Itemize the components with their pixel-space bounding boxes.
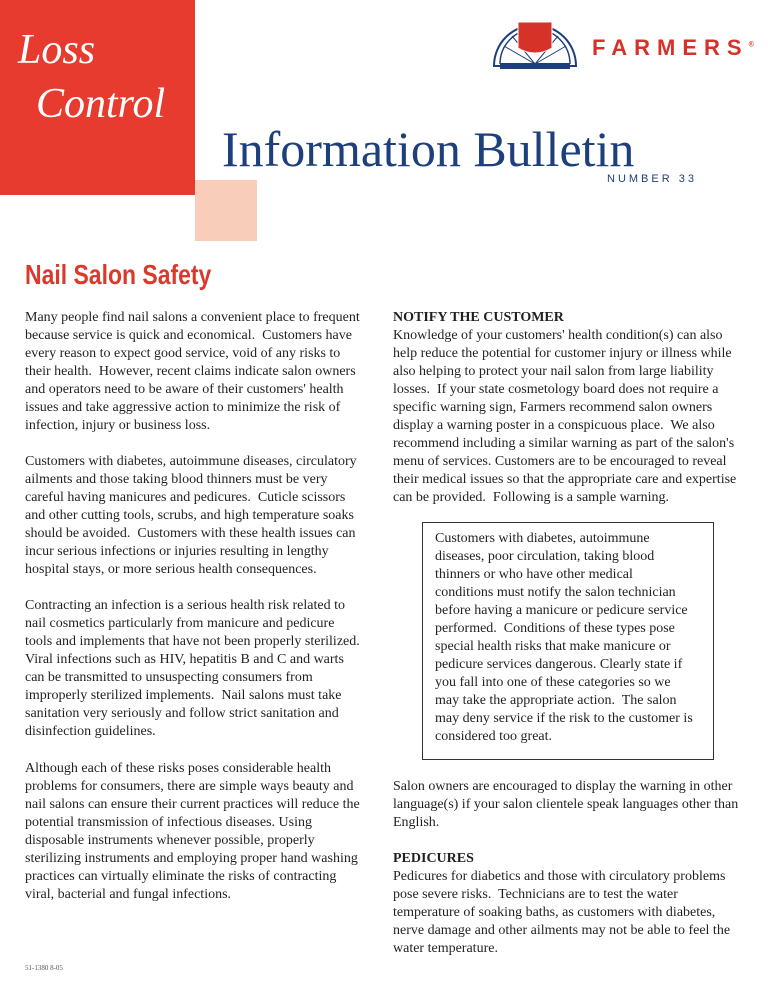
farmers-brand: FARMERS® [592,35,754,60]
section-title: Nail Salon Safety [25,259,212,290]
bulletin-title: Information Bulletin [222,121,635,177]
sample-warning-text: Customers with diabetes, autoimmune diseases, poor circulation, taking blood thinners or who have other medical conditions must notify the salon technician before having a manicure or pedicure service performed. Conditions of these types pose special health risks that make manicure or pedicure services dangerous. Clearly state if you fall into one of these categories so we may take the appropriate action. The salon may deny service if the risk to the customer is considered too great. [435,531,693,744]
language-paragraph: Salon owners are encouraged to display the warning in other language(s) if your salon clientele speak languages other than English. [393,779,739,830]
left-paragraph-4: Although each of these risks poses considerable health problems for consumers, there are simple ways beauty and nail salons can ensure their current practices will reduce the potential transmission of infectious diseases. Using disposable instruments whenever possible, properly sterilizing instruments and employing proper hand washing practices can virtually eliminate the risks of contracting viral, bacterial and fungal infections. [25,761,360,902]
decorative-square [195,180,257,241]
sample-warning-box [422,522,714,760]
loss-control-banner [0,0,195,195]
pedicures-heading: PEDICURES [393,851,474,866]
left-paragraph-2: Customers with diabetes, autoimmune diseases, circulatory ailments and those taking blood thinners must be very careful having manicures and pedicures. Cuticle scissors and other cutting tools, scrubs, and high temperature soaks should be avoided. Customers with these health issues can incur serious infections or injuries resulting in lengthy hospital stays, or more serious health consequences. [25,454,357,577]
control-label: Control [36,81,166,127]
notify-heading: NOTIFY THE CUSTOMER [393,310,564,325]
pedicures-paragraph: Pedicures for diabetics and those with circulatory problems pose severe risks. Technicians are to test the water temperature of soaking baths, as customers with diabetes, nerve damage and other ailments may not be able to feel the water temperature. [393,869,731,956]
farmers-insurance-group-logo [490,18,580,70]
form-number: 51-1380 8-05 [25,964,63,972]
left-paragraph-1: Many people find nail salons a convenient place to frequent because service is quick and economical. Customers have every reason to expect good service, void of any risks to their health. However, recent claims indicate salon owners and operators need to be aware of their customers' health issues and take aggressive action to minimize the risk of infection, injury or business loss. [25,310,360,433]
left-paragraph-3: Contracting an infection is a serious health risk related to nail cosmetics particularly from manicure and pedicure tools and implements that have not been properly sterilized. Viral infections such as HIV, hepatitis B and C and warts can be transmitted to unsuspecting consumers from improperly sterilized implements. Nail salons must take sanitation very seriously and follow strict sanitation and disinfection guidelines. [25,598,360,739]
bulletin-number: NUMBER 33 [607,173,697,185]
loss-label: Loss [18,27,96,73]
notify-paragraph: Knowledge of your customers' health condition(s) can also help reduce the potential for customer injury or illness while also helping to protect your nail salon from large liability losses. If your state cosmetology board does not require a specific warning sign, Farmers recommend salon owners display a warning poster in a conspicuous place. We also recommend including a similar warning as part of the salon's menu of services. Customers are to be encouraged to reveal their medical issues so that the appropriate care and expertise can be provided. Following is a sample warning. [393,328,737,505]
